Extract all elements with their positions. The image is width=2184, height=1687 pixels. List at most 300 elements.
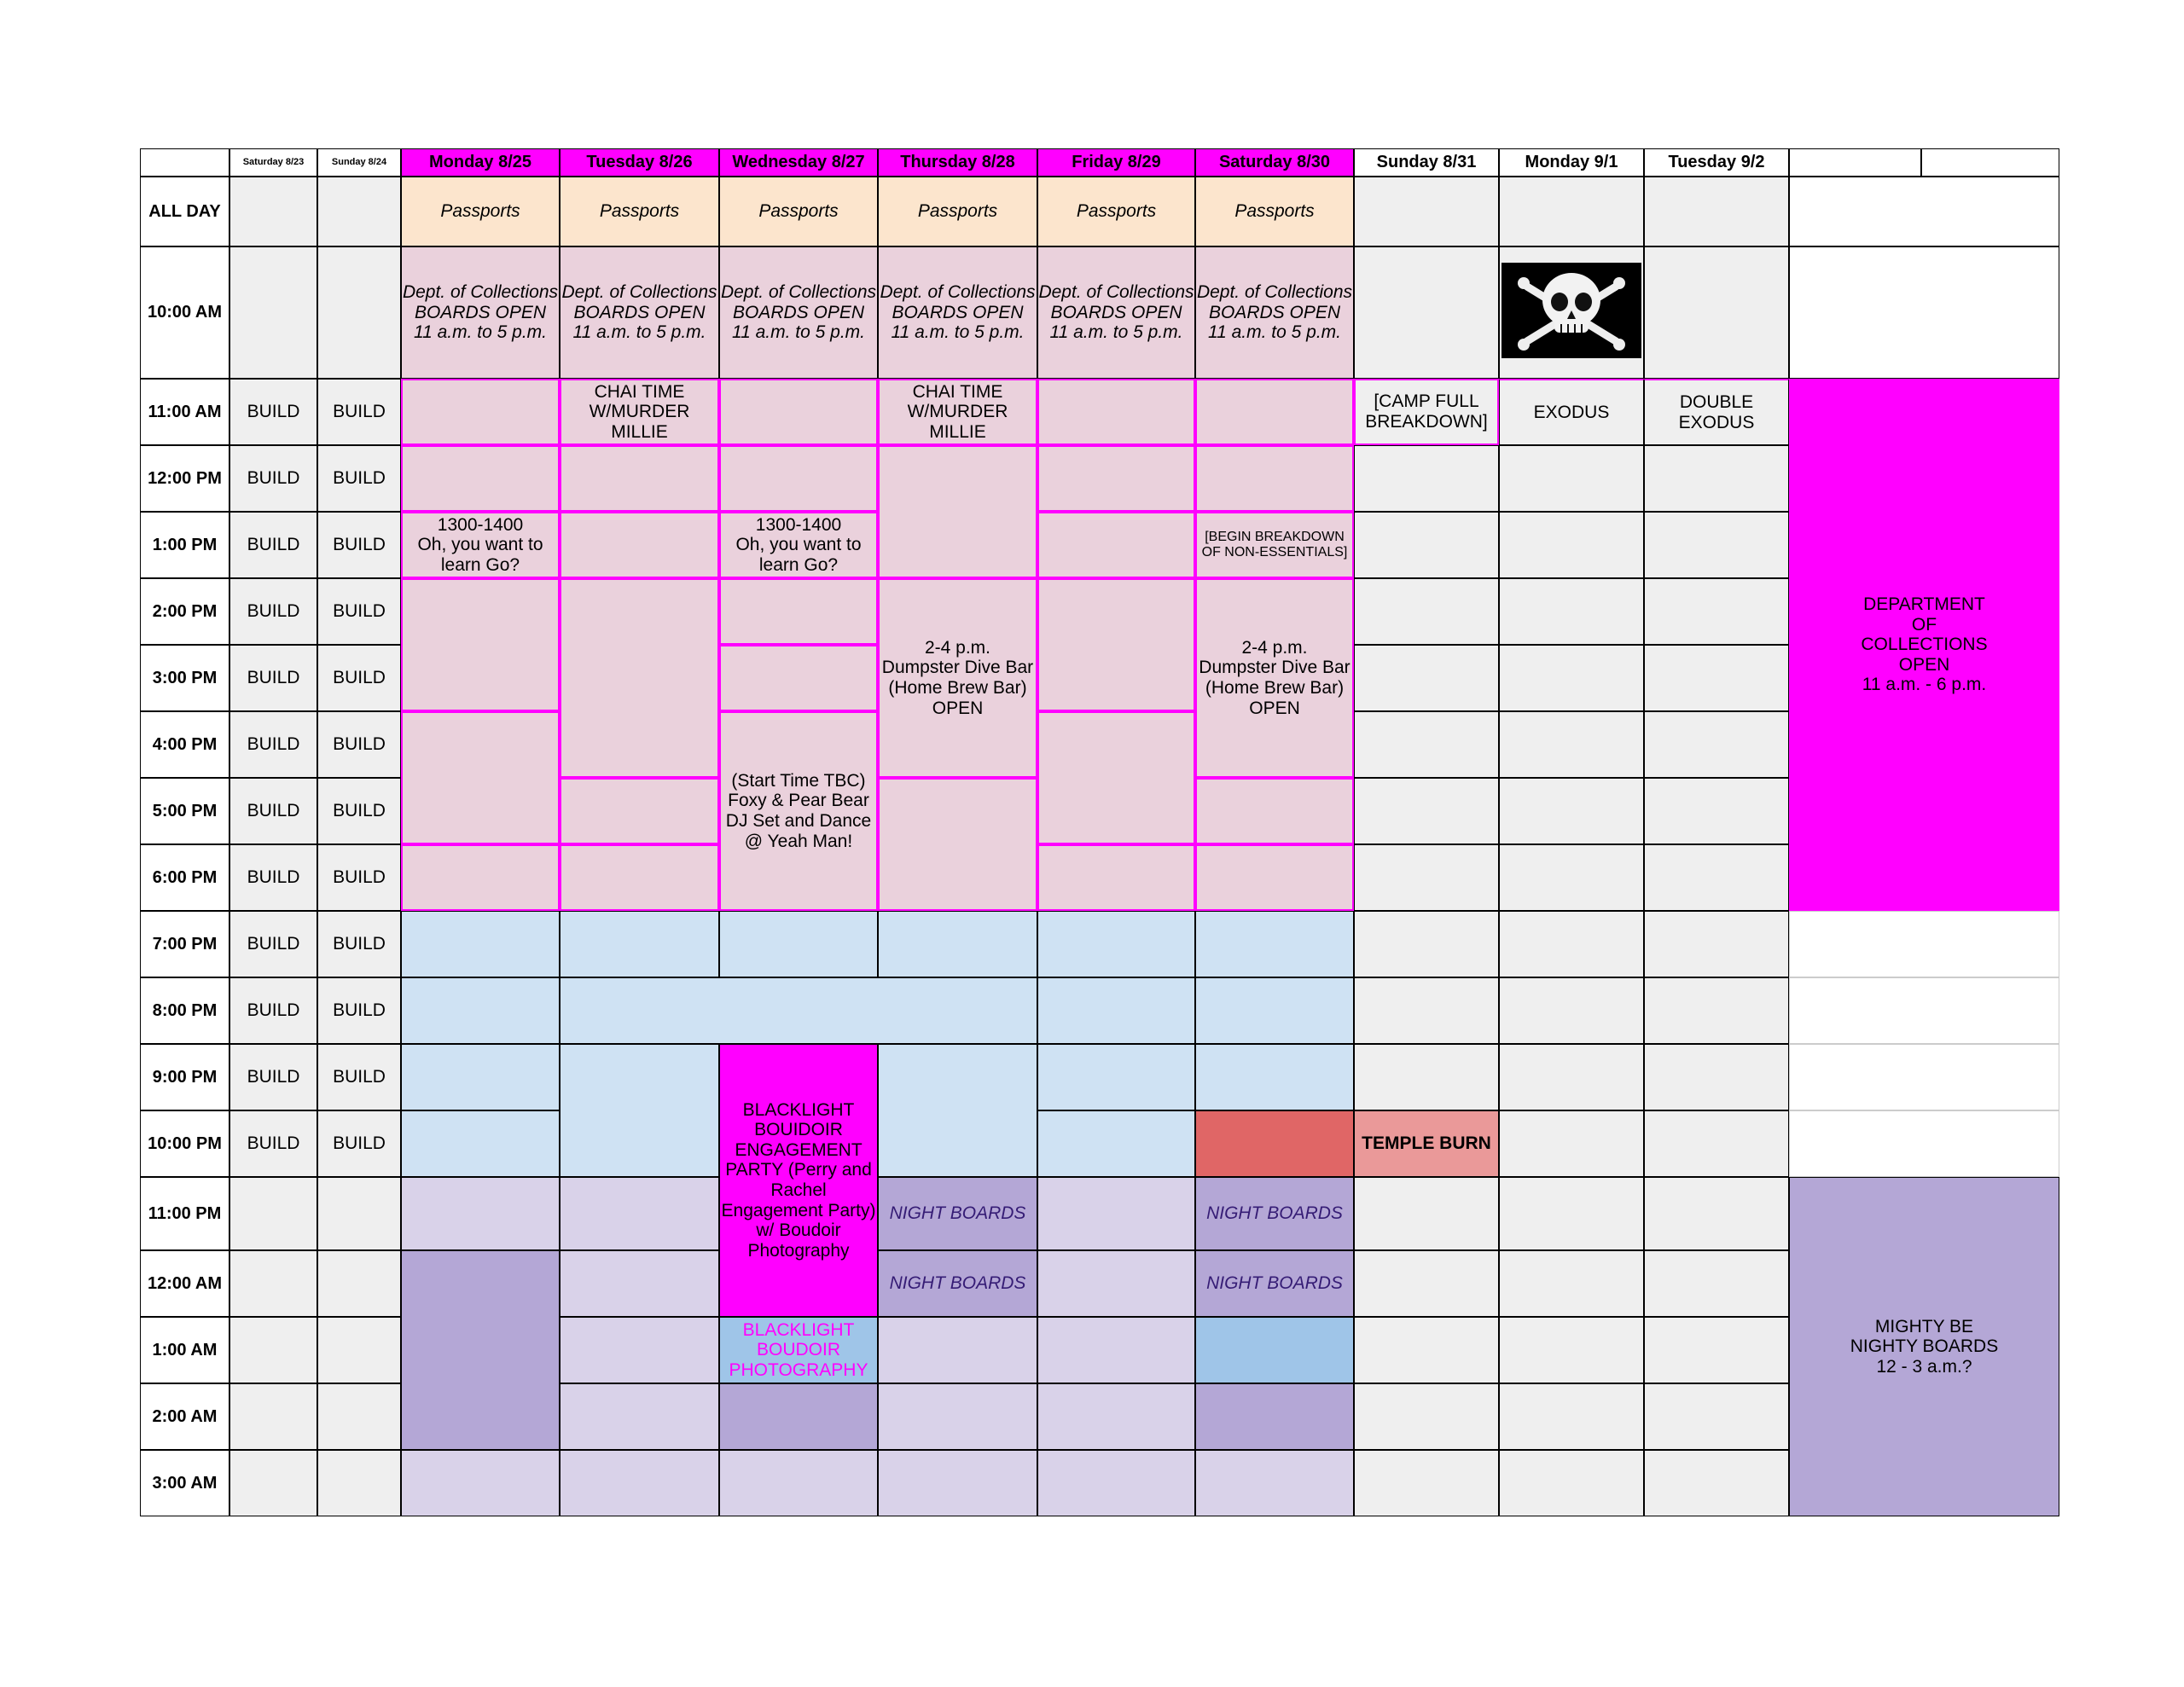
empty-cell [317, 1450, 401, 1516]
cell-text: Passports [1076, 201, 1157, 222]
empty-cell [1354, 1317, 1499, 1383]
cell-text: 10:00 PM [148, 1133, 222, 1153]
cell-text: BUILD [333, 934, 386, 954]
empty-cell [229, 177, 317, 246]
empty-cell [317, 1177, 401, 1250]
pink-cell [560, 578, 719, 778]
pink-cell [719, 645, 878, 711]
cell-text: NIGHTY BOARDS [1850, 1336, 1999, 1357]
build-cell [317, 778, 401, 844]
empty-cell [1499, 1250, 1644, 1317]
empty-cell [229, 1177, 317, 1250]
empty-cell [1354, 1383, 1499, 1450]
blue-cell [719, 911, 878, 977]
cell-text: (Start Time TBC) [731, 770, 866, 791]
time-label [140, 778, 229, 844]
cell-text: Passports [599, 201, 680, 222]
build-cell [229, 445, 317, 512]
empty-cell [1789, 1110, 2059, 1177]
build-cell [229, 578, 317, 645]
cell-text: Dumpster Dive Bar [1199, 658, 1350, 678]
pink-cell [1037, 578, 1195, 711]
empty-cell [1644, 977, 1789, 1044]
time-label [140, 977, 229, 1044]
blue-cell [1037, 911, 1195, 977]
header-empty [1789, 148, 1921, 177]
empty-cell [1789, 977, 2059, 1044]
cell-text: BUILD [333, 402, 386, 422]
cell-text: Saturday 8/23 [242, 157, 305, 168]
cell-text: Saturday 8/30 [1218, 153, 1331, 172]
lavender-cell [560, 1317, 719, 1383]
cell-text: Tuesday 8/26 [586, 153, 693, 172]
day-header [1354, 148, 1499, 177]
cell-text: BUILD [247, 468, 300, 489]
empty-cell [1644, 1317, 1789, 1383]
empty-cell [1499, 512, 1644, 578]
cell-text: BLACKLIGHT [742, 1099, 855, 1120]
cell-text: NIGHT BOARDS [1206, 1273, 1343, 1294]
cell-text: 11:00 PM [148, 1203, 222, 1223]
cell-text: Dept. of Collections [402, 282, 559, 303]
skull-cell [1499, 246, 1644, 379]
cell-text: DOUBLE [1679, 391, 1754, 412]
pink-cell [560, 844, 719, 911]
cell-text: BUILD [247, 668, 300, 688]
pink-cell [1195, 778, 1354, 844]
pink-cell [560, 778, 719, 844]
empty-cell [1354, 578, 1499, 645]
build-cell [229, 977, 317, 1044]
cell-text: BUILD [247, 535, 300, 555]
cell-text: 7:00 PM [152, 934, 218, 954]
day-header [560, 148, 719, 177]
blue-cell [878, 1044, 1037, 1177]
lavender-cell [560, 1250, 719, 1317]
cell-text: Dept. of Collections [1038, 282, 1194, 303]
empty-cell [317, 1250, 401, 1317]
empty-cell [1354, 1044, 1499, 1110]
pink-cell [401, 844, 560, 911]
cell-text: 11 a.m. to 5 p.m. [731, 322, 865, 343]
blacklight-photography-event [719, 1317, 878, 1383]
lavender-cell [1037, 1383, 1195, 1450]
cell-text: 2-4 p.m. [924, 637, 991, 658]
cell-text: BLACKLIGHT [742, 1319, 855, 1340]
cell-text: 2:00 AM [152, 1406, 218, 1426]
cell-text: BUILD [247, 402, 300, 422]
cell-text: 10:00 AM [147, 303, 223, 322]
build-cell [229, 844, 317, 911]
time-label [140, 177, 229, 246]
time-label [140, 1250, 229, 1317]
empty-cell [1354, 1177, 1499, 1250]
pink-cell [878, 445, 1037, 578]
night-boards-event [1195, 1177, 1354, 1250]
cell-text: BUILD [247, 734, 300, 755]
cell-text: Dumpster Dive Bar [881, 658, 1034, 678]
cell-text: (Home Brew Bar) [1205, 678, 1345, 698]
cell-text: COLLECTIONS [1861, 635, 1988, 655]
passports-cell [560, 177, 719, 246]
empty-cell [1644, 177, 1789, 246]
cell-text: MIGHTY BE [1874, 1316, 1974, 1336]
cell-text: Foxy & Pear Bear [728, 791, 869, 811]
build-cell [229, 778, 317, 844]
time-label [140, 445, 229, 512]
empty-cell [1354, 177, 1499, 246]
blue-cell [1195, 911, 1354, 977]
build-cell [317, 578, 401, 645]
cell-text: BOARDS OPEN [892, 302, 1024, 322]
boards-open-cell [1195, 246, 1354, 379]
build-cell [317, 1110, 401, 1177]
cell-text: 1300-1400 [755, 514, 842, 535]
build-cell [229, 512, 317, 578]
empty-cell [229, 1250, 317, 1317]
build-cell [229, 911, 317, 977]
cell-text: Sunday 8/31 [1376, 153, 1477, 172]
empty-cell [317, 1317, 401, 1383]
lavender-cell [878, 1450, 1037, 1516]
cell-text: DJ Set and Dance [725, 811, 872, 831]
cell-text: Rachel [770, 1180, 827, 1200]
cell-text: 11 a.m. to 5 p.m. [1207, 322, 1341, 343]
cell-text: Tuesday 9/2 [1668, 153, 1765, 172]
time-label [140, 578, 229, 645]
cell-text: Monday 8/25 [428, 153, 532, 172]
empty-cell [1499, 445, 1644, 512]
passports-cell [401, 177, 560, 246]
begin-breakdown-event [1195, 512, 1354, 578]
cell-text: CHAI TIME [912, 381, 1003, 402]
cell-text: BUILD [333, 1133, 386, 1154]
pink-cell [401, 578, 560, 711]
blue-cell [401, 977, 560, 1044]
empty-cell [1789, 911, 2059, 977]
empty-cell [1499, 177, 1644, 246]
cell-text: 1300-1400 [437, 514, 524, 535]
cell-text: PHOTOGRAPHY [729, 1359, 868, 1380]
empty-cell [1499, 977, 1644, 1044]
cell-text: NIGHT BOARDS [1206, 1203, 1343, 1224]
camp-breakdown-event [1354, 379, 1499, 445]
cell-text: BOARDS OPEN [1050, 302, 1182, 322]
empty-cell [1644, 711, 1789, 778]
time-label [140, 1177, 229, 1250]
lavender-cell [560, 1177, 719, 1250]
cell-text: BOARDS OPEN [573, 302, 706, 322]
day-header [878, 148, 1037, 177]
cell-text: BUILD [333, 1000, 386, 1021]
cell-text: 9:00 PM [152, 1067, 218, 1087]
empty-cell [317, 246, 401, 379]
pink-cell [1037, 844, 1195, 911]
cell-text: BUILD [247, 1000, 300, 1021]
cell-text: BUILD [333, 801, 386, 821]
purple-cell [401, 1250, 560, 1450]
empty-cell [1644, 778, 1789, 844]
cell-text: TEMPLE BURN [1362, 1133, 1491, 1154]
cell-text: (Home Brew Bar) [888, 678, 1027, 698]
empty-cell [1644, 1250, 1789, 1317]
cell-text: EXODUS [1678, 412, 1755, 432]
cell-text: BUILD [247, 1067, 300, 1087]
build-cell [317, 1044, 401, 1110]
cell-text: BOARDS OPEN [1208, 302, 1341, 322]
day-header [1499, 148, 1644, 177]
pink-cell [401, 711, 560, 844]
cell-text: 1:00 PM [152, 535, 218, 554]
cell-text: Oh, you want to [735, 535, 862, 555]
empty-cell [1354, 711, 1499, 778]
empty-cell [1499, 1177, 1644, 1250]
boards-open-cell [719, 246, 878, 379]
blue-cell [1037, 1110, 1195, 1177]
cell-text: Dept. of Collections [720, 282, 877, 303]
empty-cell [1354, 445, 1499, 512]
pink-cell [401, 379, 560, 445]
red-cell [1195, 1110, 1354, 1177]
day-header [1644, 148, 1789, 177]
cell-text: Wednesday 8/27 [732, 153, 865, 172]
cell-text: Thursday 8/28 [900, 153, 1015, 172]
cell-text: 11 a.m. to 5 p.m. [413, 322, 547, 343]
time-label [140, 1383, 229, 1450]
cell-text: Dept. of Collections [880, 282, 1036, 303]
purple-cell [1195, 1383, 1354, 1450]
cell-text: 6:00 PM [152, 867, 218, 887]
cell-text: PARTY (Perry and [725, 1160, 872, 1180]
cell-text: MILLIE [611, 421, 668, 442]
lavender-cell [878, 1317, 1037, 1383]
empty-cell [1499, 1383, 1644, 1450]
night-boards-event [1195, 1250, 1354, 1317]
empty-cell [1644, 645, 1789, 711]
blue-cell [878, 911, 1037, 977]
empty-cell [1354, 977, 1499, 1044]
pink-cell [1195, 445, 1354, 512]
lavender-cell [401, 1177, 560, 1250]
build-cell [317, 977, 401, 1044]
build-cell [317, 844, 401, 911]
empty-cell [1499, 1450, 1644, 1516]
boards-open-cell [560, 246, 719, 379]
lavender-cell [719, 1450, 878, 1516]
blue-cell [401, 1044, 560, 1110]
cell-text: 11 a.m. to 5 p.m. [1049, 322, 1183, 343]
cell-text: 2:00 PM [152, 601, 218, 621]
lavender-cell [878, 1383, 1037, 1450]
empty-cell [1499, 911, 1644, 977]
cell-text: [CAMP FULL [1374, 391, 1479, 412]
header-corner [140, 148, 229, 177]
empty-cell [1499, 844, 1644, 911]
cell-text: 11 a.m. to 5 p.m. [572, 322, 706, 343]
time-label [140, 1110, 229, 1177]
blue-cell [1195, 1044, 1354, 1110]
cell-text: 12:00 PM [148, 468, 222, 488]
empty-cell [1644, 911, 1789, 977]
lavender-cell [1037, 1450, 1195, 1516]
empty-cell [1644, 445, 1789, 512]
time-label [140, 645, 229, 711]
cell-text: BUILD [333, 1067, 386, 1087]
empty-cell [1644, 1110, 1789, 1177]
chai-time-event [560, 379, 719, 445]
pink-cell [1195, 379, 1354, 445]
blue-cell [560, 977, 1037, 1044]
cell-text: 12 - 3 a.m.? [1876, 1356, 1972, 1377]
cell-text: 5:00 PM [152, 801, 218, 820]
cell-text: 1:00 AM [152, 1340, 218, 1359]
pink-cell [719, 445, 878, 512]
empty-cell [1644, 578, 1789, 645]
empty-cell [1789, 246, 2059, 379]
passports-cell [878, 177, 1037, 246]
empty-cell [1354, 778, 1499, 844]
empty-cell [1644, 844, 1789, 911]
empty-cell [1499, 645, 1644, 711]
cell-text: Dept. of Collections [561, 282, 717, 303]
pink-cell [719, 379, 878, 445]
time-label [140, 246, 229, 379]
mighty-nighty-boards-event [1789, 1177, 2059, 1516]
build-cell [229, 379, 317, 445]
passports-cell [1037, 177, 1195, 246]
empty-cell [1499, 1044, 1644, 1110]
empty-cell [1499, 1110, 1644, 1177]
empty-cell [229, 1450, 317, 1516]
pink-cell [1037, 445, 1195, 512]
blue-cell [1195, 1317, 1354, 1383]
empty-cell [1354, 645, 1499, 711]
lavender-cell [560, 1450, 719, 1516]
empty-cell [1499, 1317, 1644, 1383]
cell-text: @ Yeah Man! [744, 831, 853, 851]
cell-text: BUILD [247, 1133, 300, 1154]
foxy-pear-bear-event [719, 711, 878, 911]
blue-cell [560, 1044, 719, 1177]
pink-cell [1195, 844, 1354, 911]
cell-text: 11 a.m. to 5 p.m. [891, 322, 1025, 343]
pink-cell [878, 778, 1037, 911]
time-label [140, 512, 229, 578]
purple-cell [719, 1383, 878, 1450]
passports-cell [719, 177, 878, 246]
learn-go-event [719, 512, 878, 578]
empty-cell [229, 246, 317, 379]
cell-text: OPEN [1898, 654, 1950, 675]
cell-text: BOUIDOIR [754, 1120, 843, 1140]
cell-text: learn Go? [758, 554, 839, 575]
temple-burn-event [1354, 1110, 1499, 1177]
boards-open-cell [401, 246, 560, 379]
empty-cell [229, 1383, 317, 1450]
cell-text: BUILD [247, 601, 300, 622]
cell-text: 4:00 PM [152, 734, 218, 754]
header-empty [1921, 148, 2059, 177]
department-of-collections-event [1789, 379, 2059, 911]
time-label [140, 911, 229, 977]
cell-text: OF NON-ESSENTIALS] [1201, 545, 1348, 559]
time-label [140, 1317, 229, 1383]
empty-cell [1644, 1383, 1789, 1450]
build-cell [229, 645, 317, 711]
cell-text: Photography [747, 1240, 850, 1261]
cell-text: ENGAGEMENT [735, 1139, 863, 1160]
cell-text: 11 a.m. - 6 p.m. [1862, 675, 1987, 695]
exodus-event [1499, 379, 1644, 445]
passports-cell [1195, 177, 1354, 246]
blue-cell [1037, 1044, 1195, 1110]
cell-text: NIGHT BOARDS [889, 1273, 1026, 1294]
blue-cell [401, 911, 560, 977]
pink-cell [1037, 512, 1195, 578]
cell-text: MILLIE [929, 421, 986, 442]
build-cell [317, 645, 401, 711]
build-cell [229, 711, 317, 778]
cell-text: learn Go? [440, 554, 520, 575]
cell-text: W/MURDER [907, 402, 1008, 422]
night-boards-event [878, 1177, 1037, 1250]
cell-text: 3:00 PM [152, 668, 218, 687]
build-cell [317, 445, 401, 512]
lavender-cell [1037, 1177, 1195, 1250]
cell-text: BUILD [333, 867, 386, 888]
cell-text: W/MURDER [589, 402, 690, 422]
empty-cell [1354, 1450, 1499, 1516]
cell-text: Passports [440, 201, 520, 222]
cell-text: NIGHT BOARDS [889, 1203, 1026, 1224]
cell-text: CHAI TIME [594, 381, 685, 402]
boards-open-cell [1037, 246, 1195, 379]
cell-text: BREAKDOWN] [1365, 412, 1488, 432]
cell-text: ALL DAY [148, 201, 221, 221]
cell-text: w/ Boudoir [756, 1220, 841, 1241]
pink-cell [401, 445, 560, 512]
learn-go-event [401, 512, 560, 578]
day-header [719, 148, 878, 177]
cell-text: Dept. of Collections [1196, 282, 1353, 303]
cell-text: 8:00 PM [152, 1000, 218, 1020]
build-cell [317, 911, 401, 977]
cell-text: EXODUS [1533, 402, 1610, 422]
cell-text: OPEN [1249, 698, 1300, 718]
day-header [1195, 148, 1354, 177]
empty-cell [1499, 778, 1644, 844]
day-header [317, 148, 401, 177]
boards-open-cell [878, 246, 1037, 379]
cell-text: BOARDS OPEN [732, 302, 865, 322]
build-cell [317, 512, 401, 578]
build-cell [229, 1110, 317, 1177]
blue-cell [1195, 977, 1354, 1044]
cell-text: Oh, you want to [417, 535, 543, 555]
cell-text: OPEN [932, 698, 984, 718]
pink-cell [1037, 711, 1195, 844]
empty-cell [1644, 512, 1789, 578]
cell-text: Sunday 8/24 [331, 157, 387, 168]
lavender-cell [401, 1450, 560, 1516]
cell-text: Friday 8/29 [1072, 153, 1161, 172]
build-cell [229, 1044, 317, 1110]
empty-cell [1354, 844, 1499, 911]
cell-text: BUILD [333, 601, 386, 622]
skull-and-crossbones-icon [1502, 263, 1641, 358]
empty-cell [1644, 1450, 1789, 1516]
day-header [401, 148, 560, 177]
